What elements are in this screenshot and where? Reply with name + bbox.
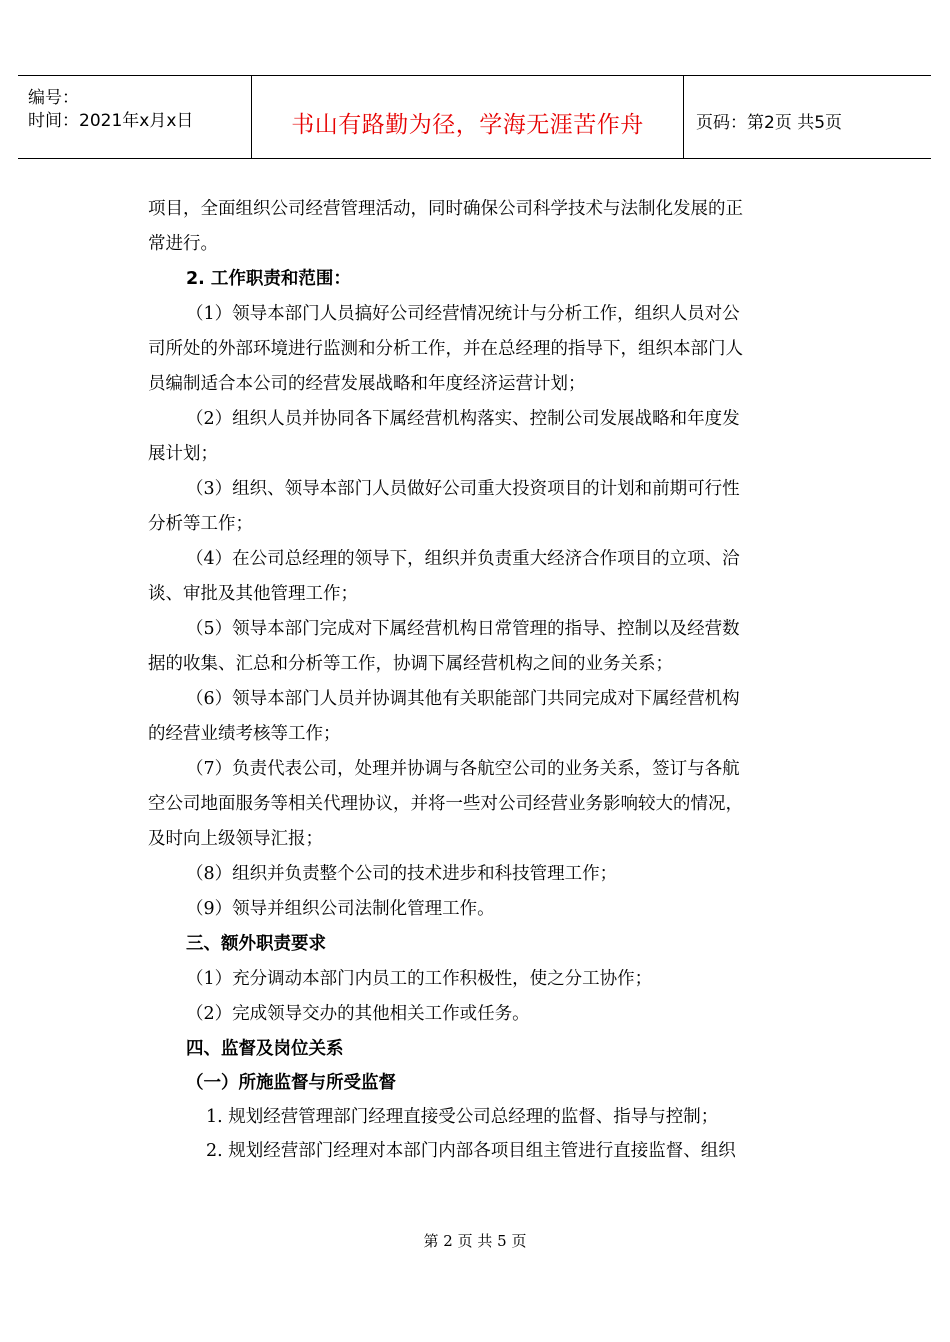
list-item: 2. 规划经营部门经理对本部门内部各项目组主管进行直接监督、组织 [206, 1141, 736, 1161]
paragraph-line: （6）领导本部门人员并协调其他有关职能部门共同完成对下属经营机构 [186, 689, 740, 709]
motto-text: 书山有路勤为径，学海无涯苦作舟 [291, 112, 644, 138]
paragraph-line: （8）组织并负责整个公司的技术进步和科技管理工作； [186, 864, 618, 884]
list-item: 1. 规划经营管理部门经理直接受公司总经理的监督、指导与控制； [206, 1107, 719, 1127]
paragraph-line: （1）充分调动本部门内员工的工作积极性，使之分工协作； [186, 969, 653, 989]
paragraph-line: 项目，全面组织公司经营管理活动，同时确保公司科学技术与法制化发展的正 [148, 199, 743, 219]
paragraph-line: 及时向上级领导汇报； [148, 829, 323, 849]
document-header [18, 75, 931, 159]
paragraph-line: 员编制适合本公司的经营发展战略和年度经济运营计划； [148, 374, 586, 394]
serial-number-label: 编号： [28, 88, 79, 108]
page-code-label: 页码：第2页 共5页 [696, 113, 843, 133]
paragraph-line: 的经营业绩考核等工作； [148, 724, 341, 744]
paragraph-line: （2）组织人员并协同各下属经营机构落实、控制公司发展战略和年度发 [186, 409, 740, 429]
paragraph-line: 据的收集、汇总和分析等工作，协调下属经营机构之间的业务关系； [148, 654, 673, 674]
page-footer: 第 2 页 共 5 页 [423, 1232, 527, 1250]
section-heading: 四、监督及岗位关系 [186, 1039, 344, 1059]
paragraph-line: 展计划； [148, 444, 218, 464]
paragraph-line: 司所处的外部环境进行监测和分析工作，并在总经理的指导下，组织本部门人 [148, 339, 743, 359]
paragraph-line: （3）组织、领导本部门人员做好公司重大投资项目的计划和前期可行性 [186, 479, 740, 499]
paragraph-line: 空公司地面服务等相关代理协议，并将一些对公司经营业务影响较大的情况， [148, 794, 743, 814]
section-heading: 三、额外职责要求 [186, 934, 326, 954]
paragraph-line: （7）负责代表公司，处理并协调与各航空公司的业务关系，签订与各航 [186, 759, 740, 779]
paragraph-line: 谈、审批及其他管理工作； [148, 584, 358, 604]
paragraph-line: （1）领导本部门人员搞好公司经营情况统计与分析工作，组织人员对公 [186, 304, 740, 324]
paragraph-line: 分析等工作； [148, 514, 253, 534]
paragraph-line: （5）领导本部门完成对下属经营机构日常管理的指导、控制以及经营数 [186, 619, 740, 639]
paragraph-line: （2）完成领导交办的其他相关工作或任务。 [186, 1004, 530, 1024]
date-label: 时间：2021年x月x日 [28, 111, 194, 131]
paragraph-line: （9）领导并组织公司法制化管理工作。 [186, 899, 495, 919]
header-meta-cell [18, 76, 252, 158]
paragraph-line: 常进行。 [148, 234, 218, 254]
section-heading: 2. 工作职责和范围： [186, 269, 351, 289]
header-motto-cell [252, 76, 684, 158]
header-page-cell [684, 76, 931, 158]
subsection-heading: （一）所施监督与所受监督 [186, 1073, 396, 1093]
paragraph-line: （4）在公司总经理的领导下，组织并负责重大经济合作项目的立项、洽 [186, 549, 740, 569]
